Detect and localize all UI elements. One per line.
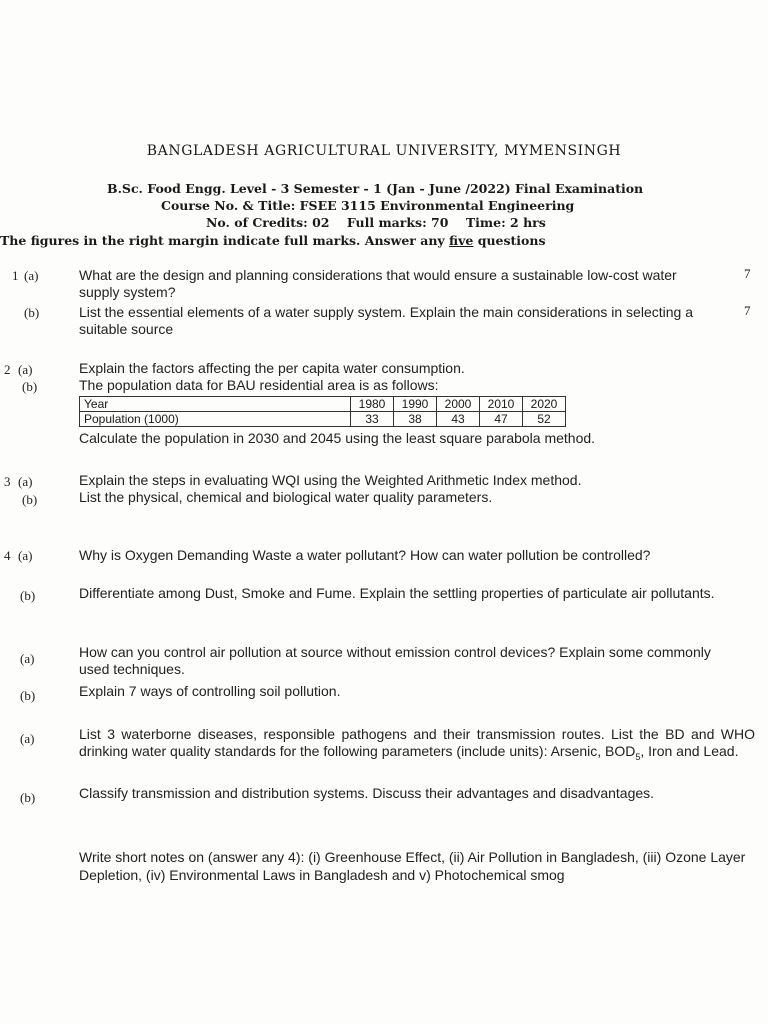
- exam-line: B.Sc. Food Engg. Level - 3 Semester - 1 (Jan - June /2022) Final Examination: [107, 181, 644, 196]
- table-cell: 38: [394, 412, 437, 427]
- course-line: Course No. & Title: FSEE 3115 Environmental Engineering: [161, 198, 575, 213]
- question-number: 1: [12, 268, 19, 283]
- table-cell: 33: [351, 412, 394, 427]
- part-label: (a): [20, 651, 35, 666]
- part-label: (b): [20, 588, 36, 603]
- part-label: (a): [20, 731, 35, 746]
- part-label: (b): [22, 492, 38, 507]
- table-cell: 1980: [351, 397, 394, 412]
- table-cell: 2020: [523, 397, 566, 412]
- table-cell: 1990: [394, 397, 437, 412]
- table-cell: 43: [437, 412, 480, 427]
- question-text: What are the design and planning considerations that would ensure a sustainable low-cost water supply system?: [79, 267, 677, 300]
- part-label: (a): [18, 362, 33, 377]
- question-text: Why is Oxygen Demanding Waste a water pollutant? How can water pollution be controlled?: [79, 547, 651, 563]
- question-text: Explain the steps in evaluating WQI using the Weighted Arithmetic Index method.: [79, 472, 582, 488]
- instructions-five: five: [449, 233, 474, 248]
- question-text: Classify transmission and distribution systems. Discuss their advantages and disadvantages.: [79, 785, 655, 801]
- part-label: (b): [20, 790, 36, 805]
- part-label: (a): [24, 268, 39, 283]
- question-number: 3: [4, 474, 11, 489]
- question-text: The population data for BAU residential area is as follows:: [79, 377, 439, 393]
- marks: 7: [744, 266, 751, 281]
- question-text: List the physical, chemical and biological water quality parameters.: [79, 489, 493, 505]
- instructions-text: The figures in the right margin indicate full marks. Answer any: [0, 233, 450, 248]
- part-label: (b): [22, 379, 38, 394]
- table-cell: Population (1000): [80, 412, 351, 427]
- question-text: Explain 7 ways of controlling soil pollution.: [79, 683, 341, 699]
- question-text: Differentiate among Dust, Smoke and Fume. Explain the settling properties of particulate air pollutants.: [79, 585, 715, 601]
- instructions-line: [0, 233, 760, 248]
- table-cell: Year: [80, 397, 351, 412]
- question-text: [79, 726, 755, 766]
- table-cell: 2000: [437, 397, 480, 412]
- question-number: 4: [4, 548, 11, 563]
- question-text: List the essential elements of a water supply system. Explain the main considerations in selecting a suitable source: [79, 304, 693, 337]
- table-row-year: [80, 397, 566, 412]
- university-name: BANGLADESH AGRICULTURAL UNIVERSITY, MYMENSINGH: [146, 143, 622, 159]
- part-label: (b): [24, 305, 40, 320]
- part-label: (a): [18, 548, 33, 563]
- question-text: Write short notes on (answer any 4): (i) Greenhouse Effect, (ii) Air Pollution in Bangladesh, (iii) Ozone Layer Depletion, (iv) Environmental Laws in Bangladesh and v) Photochemical smog: [79, 849, 746, 883]
- question-number: 2: [4, 362, 11, 377]
- table-cell: 47: [480, 412, 523, 427]
- table-cell: 52: [523, 412, 566, 427]
- question-text: Calculate the population in 2030 and 2045 using the least square parabola method.: [79, 430, 596, 446]
- question-text-part: , Iron and Lead.: [640, 743, 739, 759]
- credits-line: No. of Credits: 02 Full marks: 70 Time: 2 hrs: [206, 215, 546, 230]
- table-cell: 2010: [480, 397, 523, 412]
- question-text: How can you control air pollution at source without emission control devices? Explain some commonly used techniques.: [79, 644, 711, 677]
- part-label: (b): [20, 688, 36, 703]
- instructions-tail: questions: [473, 233, 546, 248]
- marks: 7: [744, 303, 751, 318]
- bod-subscript: 5: [635, 751, 641, 762]
- part-label: (a): [18, 474, 33, 489]
- population-table: [79, 396, 566, 427]
- table-row-population: [80, 412, 566, 427]
- question-text: Explain the factors affecting the per capita water consumption.: [79, 360, 465, 376]
- question-text-part: List 3 waterborne diseases, responsible pathogens and their transmission routes. List the BD and WHO drinking water quality standards for the following parameters (include units): Arsenic, BOD: [79, 726, 755, 759]
